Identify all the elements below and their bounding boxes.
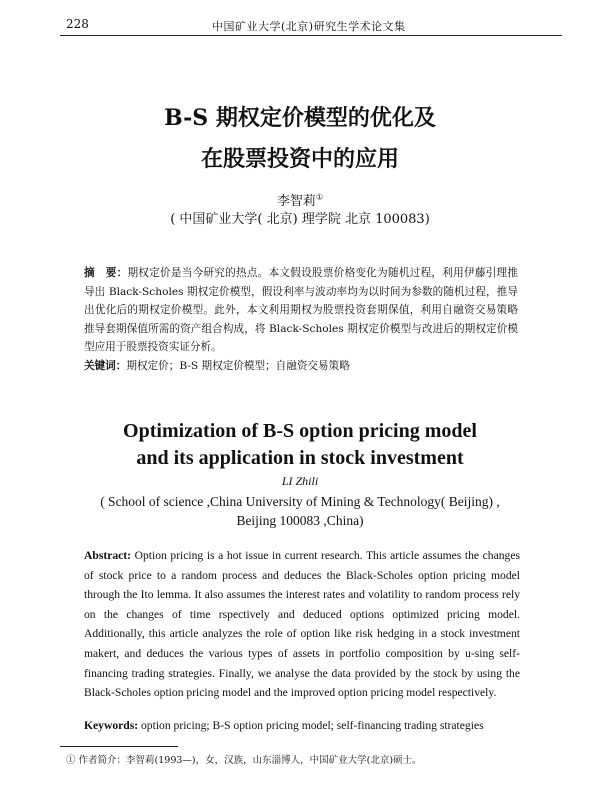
cn-title-line-1: B-S 期权定价模型的优化及 xyxy=(164,105,436,131)
en-affiliation-line-1: ( School of science ,China University of Mining & Technology( Beijing) , xyxy=(100,494,500,509)
author-footnote-mark: ① xyxy=(315,192,324,202)
page-number: 228 xyxy=(66,17,89,31)
cn-keywords xyxy=(84,357,518,376)
en-keywords-text: option pricing; B-S option pricing model; self-financing trading strategies xyxy=(138,719,484,732)
en-title-line-1: Optimization of B-S option pricing model xyxy=(123,420,477,442)
cn-keywords-text: 期权定价；B-S 期权定价模型；自融资交易策略 xyxy=(126,360,350,372)
header-rule xyxy=(60,35,562,36)
en-abstract xyxy=(84,546,520,703)
running-header-journal: 中国矿业大学(北京)研究生学术论文集 xyxy=(212,20,406,33)
footnote-text: 作者简介：李智莉(1993—)，女，汉族，山东淄博人，中国矿业大学(北京)硕士。 xyxy=(78,755,422,766)
en-affiliation-line-2: Beijing 100083 ,China) xyxy=(236,513,364,528)
footnote-mark: ① xyxy=(66,755,76,766)
en-author: LI Zhili xyxy=(281,474,319,488)
en-abstract-text: Option pricing is a hot issue in current research. This article assumes the changes of stock price to a random process and deduces the Black-Scholes option pricing model through the Ito lemma. It also assumes the interest rates and volatility to random process rely on the changes of time rspectively and deduced options optimized pricing model. Additionally, this article analyzes the role of option like risk hedging in a stock investment makert, and deduces the various types of assets in portfolio composition by u-sing self-financing trading strategies. Finally, we analyse the data provided by the stock by using the Black-Scholes option pricing model and the improved option pricing model respectively. xyxy=(84,549,520,700)
en-keywords-label: Keywords: xyxy=(84,719,139,732)
cn-author xyxy=(0,190,600,209)
cn-keywords-label: 关键词： xyxy=(84,360,127,372)
cn-abstract-label: 摘 要： xyxy=(84,267,128,279)
en-keywords xyxy=(84,716,520,736)
cn-author-name: 李智莉 xyxy=(276,194,316,209)
cn-title-line-2: 在股票投资中的应用 xyxy=(200,146,399,172)
cn-abstract xyxy=(84,264,518,357)
cn-abstract-text: 期权定价是当今研究的热点。本文假设股票价格变化为随机过程，利用伊藤引理推导出 Black-Scholes 期权定价模型，假设利率与波动率均为以时间为参数的随机过程，推导出优化后的期权定价模型。此外，本文利用期权为股票投资套期保值，利用自融资交易策略推导套期保值所需的资产组合构成，将 Black-Scholes 期权定价模型与改进后的期权定价模型应用于股票投资实证分析。 xyxy=(84,267,519,353)
en-title-line-2: and its application in stock investment xyxy=(136,447,464,469)
footnote-rule xyxy=(60,746,178,747)
en-abstract-label: Abstract: xyxy=(84,549,132,562)
footnote xyxy=(66,752,422,766)
cn-affiliation: ( 中国矿业大学( 北京) 理学院 北京 100083) xyxy=(170,212,430,227)
